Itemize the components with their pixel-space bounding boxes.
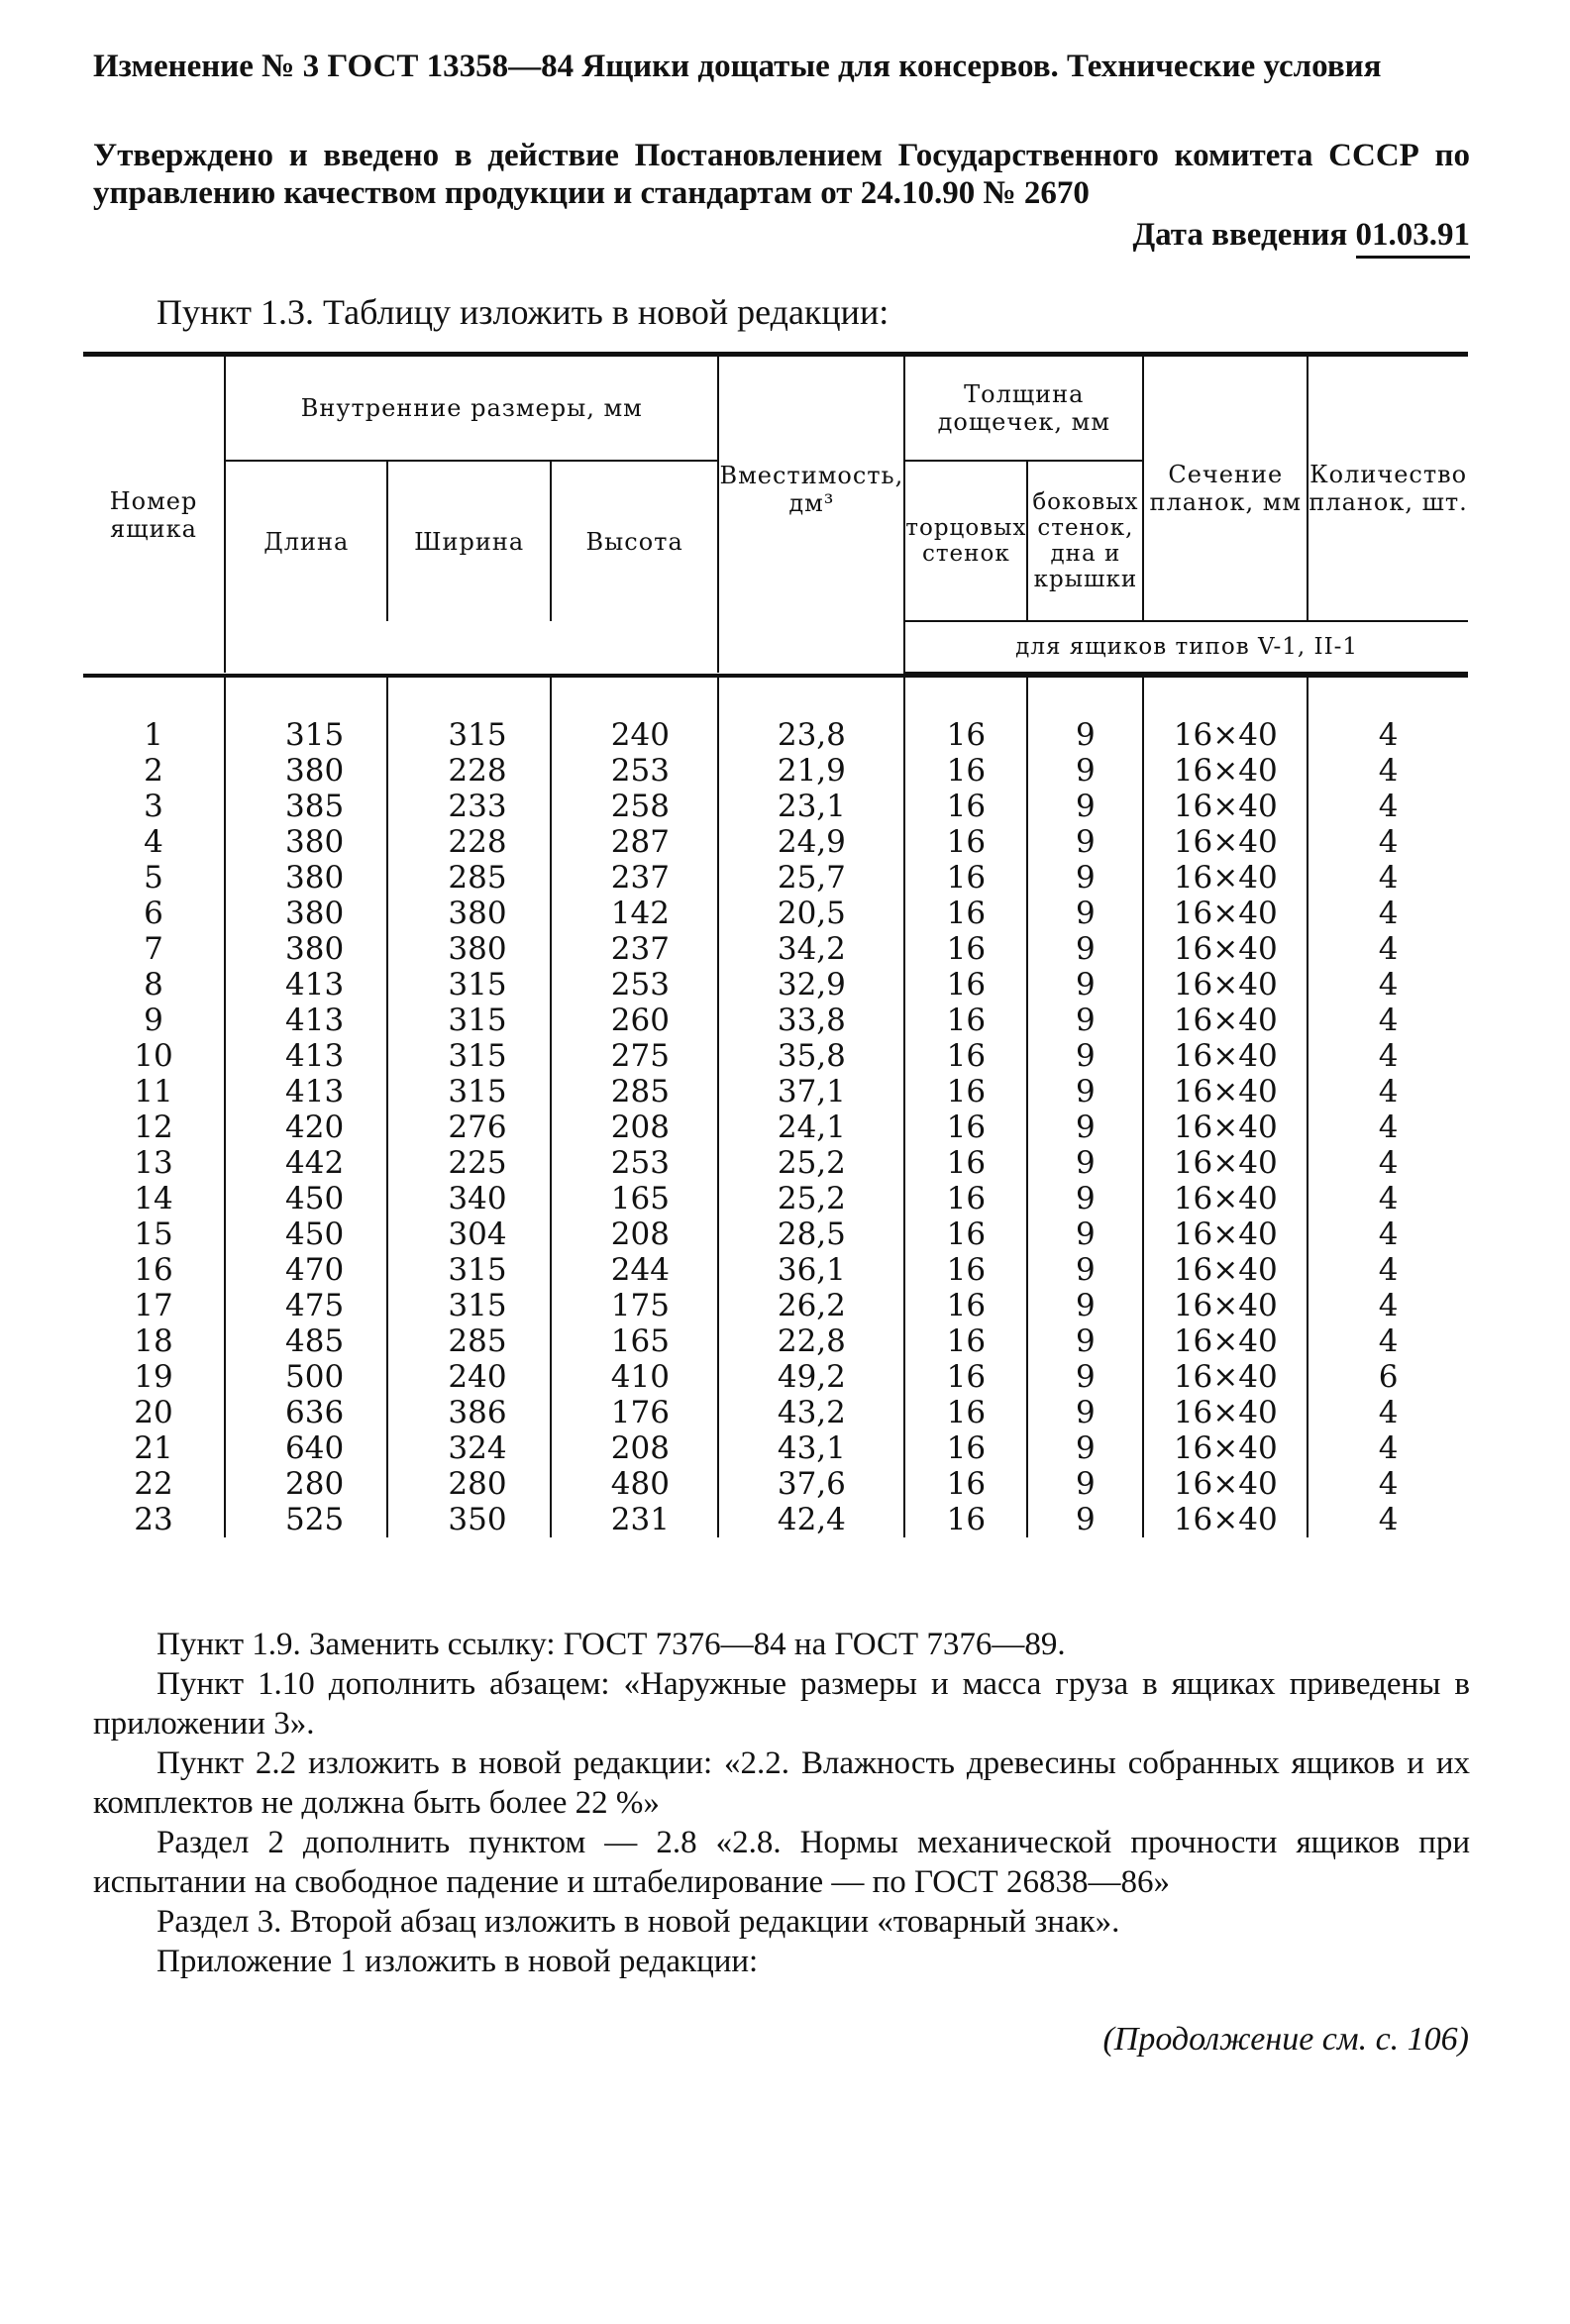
- column-end-walls: [904, 676, 1027, 1537]
- table-cell: 287: [610, 824, 670, 860]
- table-cell: 25,7: [777, 860, 846, 896]
- date-value: 01.03.91: [1356, 216, 1471, 259]
- table-cell: 16: [946, 1288, 987, 1323]
- table-cell: 16×40: [1173, 1252, 1278, 1288]
- table-cell: 16×40: [1173, 860, 1278, 896]
- introduction-date: [93, 216, 1470, 259]
- column-slat-count: [1308, 676, 1468, 1537]
- table-cell: 9: [1076, 1216, 1096, 1252]
- table-cell: 4: [1378, 1003, 1399, 1038]
- table-cell: 16: [946, 1038, 987, 1074]
- continuation-note: (Продолжение см. с. 106): [1102, 2021, 1469, 2058]
- column-length: [225, 676, 387, 1537]
- table-cell: 315: [448, 1003, 507, 1038]
- table-cell: 208: [610, 1216, 670, 1252]
- table-cell: 13: [134, 1145, 173, 1181]
- table-cell: 315: [448, 967, 507, 1003]
- table-cell: 16×40: [1173, 1109, 1278, 1145]
- table-cell: 2: [144, 753, 163, 789]
- table-cell: 4: [1378, 1502, 1399, 1537]
- table-cell: 36,1: [777, 1252, 846, 1288]
- table-cell: 18: [134, 1323, 173, 1359]
- table-cell: 237: [610, 931, 670, 967]
- table-cell: 4: [1378, 789, 1399, 824]
- table-cell: 413: [285, 1074, 345, 1109]
- table-cell: 33,8: [777, 1003, 846, 1038]
- table-cell: 16: [946, 1502, 987, 1537]
- header-board-thickness: Толщина дощечек, мм: [904, 355, 1143, 462]
- table-cell: 16×40: [1173, 1502, 1278, 1537]
- table-cell: 16×40: [1173, 717, 1278, 753]
- table-cell: 16: [946, 1145, 987, 1181]
- table-intro: Пункт 1.3. Таблицу изложить в новой редакции:: [157, 292, 890, 332]
- table-cell: 386: [448, 1395, 507, 1430]
- table-cell: 450: [285, 1216, 345, 1252]
- header-end-walls: торцовых стенок: [904, 461, 1027, 621]
- table-cell: 315: [448, 1288, 507, 1323]
- table-cell: 233: [448, 789, 507, 824]
- table-cell: 276: [448, 1109, 507, 1145]
- table-cell: 640: [285, 1430, 345, 1466]
- table-cell: 258: [610, 789, 670, 824]
- header-box-types: для ящиков типов V-1, II-1: [904, 621, 1468, 673]
- table-cell: 32,9: [777, 967, 846, 1003]
- table-cell: 380: [285, 824, 345, 860]
- table-cell: 20: [134, 1395, 173, 1430]
- table-cell: 22,8: [777, 1323, 846, 1359]
- table-cell: 21,9: [777, 753, 846, 789]
- table-cell: 315: [285, 717, 345, 753]
- header-height: Высота: [551, 461, 719, 621]
- table-cell: 4: [1378, 1430, 1399, 1466]
- table-cell: 6: [144, 896, 163, 931]
- paragraph-item-1-9: Пункт 1.9. Заменить ссылку: ГОСТ 7376—84 на ГОСТ 7376—89.: [157, 1627, 1066, 1662]
- table-cell: 9: [1076, 1359, 1096, 1395]
- table-cell: 525: [285, 1502, 345, 1537]
- table-cell: 9: [1076, 896, 1096, 931]
- table-cell: 9: [1076, 1502, 1096, 1537]
- table-cell: 4: [1378, 1074, 1399, 1109]
- table-cell: 4: [1378, 1466, 1399, 1502]
- box-dimensions-table: [83, 352, 1468, 1537]
- table-cell: 34,2: [777, 931, 846, 967]
- table-cell: 16×40: [1173, 1003, 1278, 1038]
- table-cell: 500: [285, 1359, 345, 1395]
- table-cell: 16: [946, 1252, 987, 1288]
- table-cell: 4: [1378, 753, 1399, 789]
- table-cell: 4: [1378, 1323, 1399, 1359]
- header-types-spacer: [225, 621, 718, 673]
- table-cell: 16: [946, 1395, 987, 1430]
- table-cell: 16×40: [1173, 896, 1278, 931]
- table-cell: 16×40: [1173, 789, 1278, 824]
- table-cell: 208: [610, 1430, 670, 1466]
- paragraph-item-2-2: Пункт 2.2 изложить в новой редакции: «2.2. Влажность древесины собранных ящиков и их комплектов не должна быть более 22 %»: [93, 1745, 1470, 1821]
- table-cell: 9: [144, 1003, 163, 1038]
- table-cell: 4: [1378, 860, 1399, 896]
- table-cell: 16: [946, 1466, 987, 1502]
- table-cell: 23: [134, 1502, 173, 1537]
- table-cell: 4: [1378, 1395, 1399, 1430]
- table-cell: 9: [1076, 967, 1096, 1003]
- table-cell: 4: [1378, 1216, 1399, 1252]
- table-cell: 380: [448, 896, 507, 931]
- table-cell: 10: [134, 1038, 173, 1074]
- table-cell: 253: [610, 753, 670, 789]
- amendment-title: Изменение № 3 ГОСТ 13358—84 Ящики дощатые для консервов. Технические условия: [93, 49, 1382, 84]
- table-cell: 260: [610, 1003, 670, 1038]
- table-cell: 43,2: [777, 1395, 846, 1430]
- table-cell: 9: [1076, 1109, 1096, 1145]
- paragraph-section-2: Раздел 2 дополнить пунктом — 2.8 «2.8. Нормы механической прочности ящиков при испытании на свободное падение и штабелирование — по ГОСТ 26838—86»: [93, 1825, 1470, 1900]
- table-cell: 26,2: [777, 1288, 846, 1323]
- table-cell: 413: [285, 1038, 345, 1074]
- table-cell: 636: [285, 1395, 345, 1430]
- table-cell: 16: [946, 1323, 987, 1359]
- table-cell: 43,1: [777, 1430, 846, 1466]
- table-cell: 285: [448, 1323, 507, 1359]
- table-cell: 9: [1076, 1323, 1096, 1359]
- table-cell: 16: [946, 860, 987, 896]
- table-cell: 165: [610, 1181, 670, 1216]
- table-cell: 240: [448, 1359, 507, 1395]
- table-cell: 11: [134, 1074, 173, 1109]
- approval-statement: Утверждено и введено в действие Постановлением Государственного комитета СССР по управлению качеством продукции и стандартам от 24.10.90 № 2670: [93, 138, 1470, 211]
- table-cell: 16×40: [1173, 824, 1278, 860]
- table-cell: 15: [134, 1216, 173, 1252]
- table-cell: 5: [144, 860, 163, 896]
- table-cell: 16×40: [1173, 967, 1278, 1003]
- table-cell: 8: [144, 967, 163, 1003]
- table-cell: 9: [1076, 1430, 1096, 1466]
- header-width: Ширина: [387, 461, 550, 621]
- table-cell: 24,1: [777, 1109, 846, 1145]
- table-cell: 4: [1378, 1109, 1399, 1145]
- table-cell: 410: [610, 1359, 670, 1395]
- table-cell: 413: [285, 967, 345, 1003]
- paragraph-section-3: Раздел 3. Второй абзац изложить в новой редакции «товарный знак».: [157, 1904, 1120, 1940]
- date-label: Дата введения: [1132, 217, 1348, 253]
- table-cell: 16: [946, 1359, 987, 1395]
- table-cell: 16: [946, 1216, 987, 1252]
- table-cell: 21: [134, 1430, 173, 1466]
- table-cell: 16×40: [1173, 1288, 1278, 1323]
- column-width: [387, 676, 550, 1537]
- table-cell: 16×40: [1173, 1038, 1278, 1074]
- table-cell: 23,8: [777, 717, 846, 753]
- table-cell: 304: [448, 1216, 507, 1252]
- table-cell: 240: [610, 717, 670, 753]
- table-cell: 16×40: [1173, 1466, 1278, 1502]
- table-cell: 285: [448, 860, 507, 896]
- table-cell: 9: [1076, 1003, 1096, 1038]
- table-cell: 4: [1378, 1181, 1399, 1216]
- table-cell: 380: [285, 753, 345, 789]
- table-cell: 16×40: [1173, 1323, 1278, 1359]
- column-side-walls: [1027, 676, 1143, 1537]
- table-cell: 37,1: [777, 1074, 846, 1109]
- table-cell: 176: [610, 1395, 670, 1430]
- table-cell: 9: [1076, 1395, 1096, 1430]
- header-slat-section: Сечение планок, мм: [1143, 355, 1308, 622]
- table-cell: 142: [610, 896, 670, 931]
- table-cell: 9: [1076, 1074, 1096, 1109]
- table-cell: 231: [610, 1502, 670, 1537]
- table-cell: 37,6: [777, 1466, 846, 1502]
- table-cell: 9: [1076, 1145, 1096, 1181]
- table-cell: 16: [946, 753, 987, 789]
- table-cell: 9: [1076, 1252, 1096, 1288]
- table-cell: 14: [134, 1181, 173, 1216]
- table-cell: 470: [285, 1252, 345, 1288]
- table-cell: 16: [946, 1430, 987, 1466]
- table-cell: 280: [448, 1466, 507, 1502]
- table-cell: 315: [448, 717, 507, 753]
- table-cell: 25,2: [777, 1145, 846, 1181]
- amendment-paragraphs: [93, 1625, 1470, 1981]
- column-capacity: [718, 676, 904, 1537]
- table-cell: 16×40: [1173, 753, 1278, 789]
- table-cell: 380: [285, 931, 345, 967]
- table-cell: 420: [285, 1109, 345, 1145]
- table-cell: 4: [1378, 1145, 1399, 1181]
- table-cell: 165: [610, 1323, 670, 1359]
- table-cell: 315: [448, 1074, 507, 1109]
- table-cell: 450: [285, 1181, 345, 1216]
- paragraph-appendix-1: Приложение 1 изложить в новой редакции:: [157, 1944, 759, 1979]
- table-cell: 16×40: [1173, 1216, 1278, 1252]
- table-cell: 42,4: [777, 1502, 846, 1537]
- table-cell: 25,2: [777, 1181, 846, 1216]
- table-cell: 4: [144, 824, 163, 860]
- table-cell: 16: [134, 1252, 173, 1288]
- header-length: Длина: [225, 461, 387, 621]
- table-cell: 16×40: [1173, 1145, 1278, 1181]
- table-cell: 9: [1076, 824, 1096, 860]
- table-cell: 4: [1378, 824, 1399, 860]
- table-cell: 228: [448, 753, 507, 789]
- table-cell: 9: [1076, 1038, 1096, 1074]
- table-cell: 20,5: [777, 896, 846, 931]
- table-cell: 9: [1076, 931, 1096, 967]
- table-cell: 315: [448, 1038, 507, 1074]
- table-cell: 244: [610, 1252, 670, 1288]
- table-cell: 9: [1076, 860, 1096, 896]
- table-cell: 16: [946, 1074, 987, 1109]
- table-cell: 9: [1076, 717, 1096, 753]
- table-cell: 16×40: [1173, 1074, 1278, 1109]
- table-cell: 9: [1076, 1466, 1096, 1502]
- header-box-number: Номер ящика: [83, 355, 225, 674]
- table-cell: 280: [285, 1466, 345, 1502]
- table-cell: 237: [610, 860, 670, 896]
- table-cell: 475: [285, 1288, 345, 1323]
- table-cell: 4: [1378, 931, 1399, 967]
- table-cell: 28,5: [777, 1216, 846, 1252]
- table-cell: 16: [946, 1109, 987, 1145]
- table-cell: 253: [610, 1145, 670, 1181]
- table-cell: 9: [1076, 1288, 1096, 1323]
- table-cell: 350: [448, 1502, 507, 1537]
- table-cell: 3: [144, 789, 163, 824]
- table-cell: 6: [1378, 1359, 1399, 1395]
- table-cell: 16: [946, 896, 987, 931]
- header-internal-dimensions: Внутренние размеры, мм: [225, 355, 718, 462]
- table-cell: 208: [610, 1109, 670, 1145]
- table-cell: 385: [285, 789, 345, 824]
- column-height: [551, 676, 719, 1537]
- table-cell: 12: [134, 1109, 173, 1145]
- table-cell: 4: [1378, 1288, 1399, 1323]
- header-capacity-spacer: [718, 621, 904, 673]
- table-cell: 9: [1076, 753, 1096, 789]
- table-cell: 16: [946, 1003, 987, 1038]
- table-cell: 340: [448, 1181, 507, 1216]
- table-cell: 413: [285, 1003, 345, 1038]
- table-cell: 380: [285, 860, 345, 896]
- paragraph-item-1-10: Пункт 1.10 дополнить абзацем: «Наружные размеры и масса груза в ящиках приведены в приложении 3».: [93, 1666, 1470, 1742]
- table-cell: 225: [448, 1145, 507, 1181]
- table-cell: 485: [285, 1323, 345, 1359]
- column-box-number: [83, 676, 225, 1537]
- table-cell: 7: [144, 931, 163, 967]
- table-cell: 9: [1076, 1181, 1096, 1216]
- header-side-walls: боковых стенок, дна и крышки: [1027, 461, 1143, 621]
- table-cell: 16: [946, 967, 987, 1003]
- table-cell: 23,1: [777, 789, 846, 824]
- table-cell: 1: [144, 717, 163, 753]
- table-cell: 275: [610, 1038, 670, 1074]
- table-cell: 16×40: [1173, 1430, 1278, 1466]
- table-cell: 16: [946, 931, 987, 967]
- table-cell: 4: [1378, 1252, 1399, 1288]
- table-cell: 35,8: [777, 1038, 846, 1074]
- table-cell: 380: [285, 896, 345, 931]
- table-cell: 9: [1076, 789, 1096, 824]
- table-cell: 442: [285, 1145, 345, 1181]
- table-cell: 16: [946, 1181, 987, 1216]
- header-slat-count: Количество планок, шт.: [1308, 461, 1468, 516]
- table-cell: 285: [610, 1074, 670, 1109]
- table-cell: 16×40: [1173, 931, 1278, 967]
- table-cell: 480: [610, 1466, 670, 1502]
- column-slat-section: [1143, 676, 1308, 1537]
- table-cell: 16: [946, 824, 987, 860]
- table-cell: 228: [448, 824, 507, 860]
- table-cell: 22: [134, 1466, 173, 1502]
- table-cell: 24,9: [777, 824, 846, 860]
- table-cell: 16×40: [1173, 1181, 1278, 1216]
- table-cell: 16: [946, 717, 987, 753]
- table-cell: 16: [946, 789, 987, 824]
- table-cell: 324: [448, 1430, 507, 1466]
- table-cell: 4: [1378, 967, 1399, 1003]
- table-cell: 49,2: [777, 1359, 846, 1395]
- header-capacity: Вместимость, дм³: [718, 355, 904, 622]
- table-cell: 19: [134, 1359, 173, 1395]
- table-cell: 253: [610, 967, 670, 1003]
- table-cell: 16×40: [1173, 1395, 1278, 1430]
- table-cell: 4: [1378, 1038, 1399, 1074]
- table-cell: 175: [610, 1288, 670, 1323]
- table-cell: 4: [1378, 717, 1399, 753]
- table-cell: 4: [1378, 896, 1399, 931]
- table-cell: 16×40: [1173, 1359, 1278, 1395]
- table-cell: 315: [448, 1252, 507, 1288]
- table-cell: 17: [134, 1288, 173, 1323]
- table-cell: 380: [448, 931, 507, 967]
